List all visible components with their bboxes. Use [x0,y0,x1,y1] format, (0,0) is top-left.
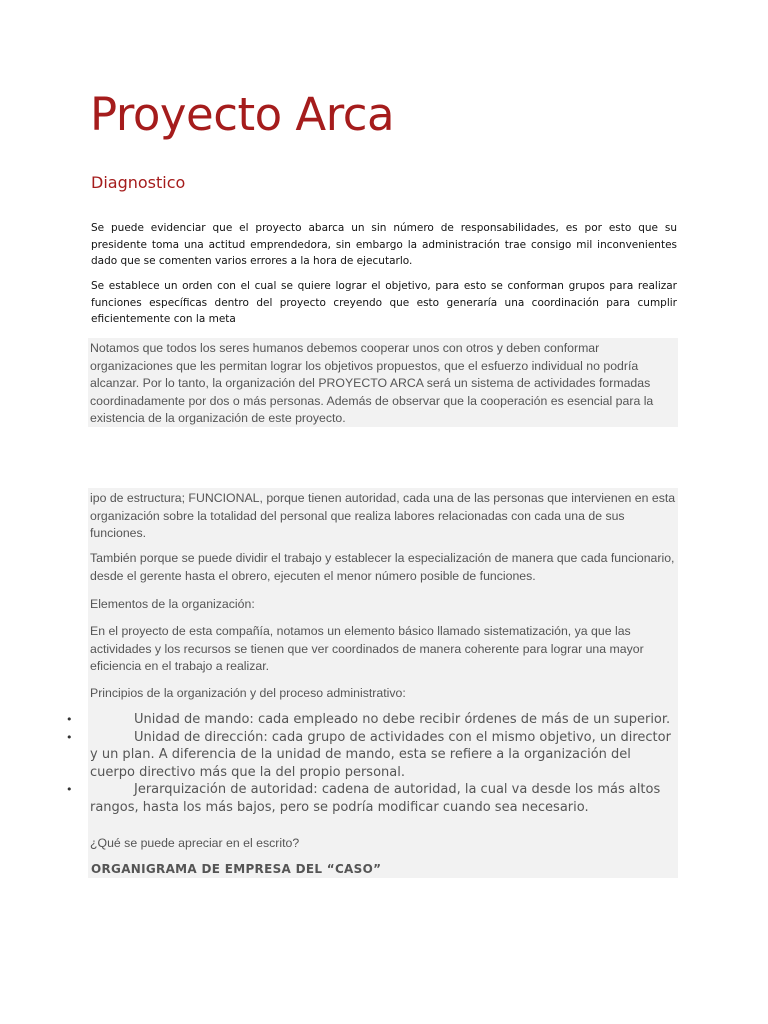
quote-text-cooperacion: Notamos que todos los seres humanos debemos cooperar unos con otros y deben conformar organizaciones que les permitan lograr los objetivos propuestos, que el esfuerzo individual no podría alcanzar. Por lo tanto, la organización del PROYECTO ARCA será un sistema de actividades formadas coordinadamente por dos o más personas. Además de observar que la cooperación es esencial para la existencia de la organización de este proyecto. [90,341,654,425]
list-item-text: Unidad de dirección: cada grupo de actividades con el mismo objetivo, un director y un plan. A diferencia de la unidad de mando, esta se refiere a la organización del cuerpo directivo más que la del propio personal. [90,729,671,780]
quote-block-estructura [88,488,678,878]
paragraph-division-trabajo: También porque se puede dividir el trabajo y establecer la especialización de manera que cada funcionario, desde el gerente hasta el obrero, ejecuten el menor número posible de funciones. [90,551,675,583]
section-heading-diagnostico: Diagnostico [91,173,186,192]
paragraph-orden: Se establece un orden con el cual se quiere lograr el objetivo, para esto se conforman grupos para realizar funciones específicas dentro del proyecto creyendo que esto generaría una coordinación para cumplir eficientemente con la meta [91,280,677,325]
bullet-icon: • [66,713,73,726]
paragraph-tipo-estructura: ipo de estructura; FUNCIONAL, porque tienen autoridad, cada una de las personas que intervienen en esta organización sobre la totalidad del personal que realiza labores relacionadas con cada una de sus funciones. [90,491,676,540]
document-title: Proyecto Arca [90,88,395,141]
principles-list [66,711,678,816]
list-item [66,711,678,729]
organigrama-heading: ORGANIGRAMA DE EMPRESA DEL “CASO” [91,862,382,876]
list-item [66,781,678,816]
paragraph-principios-label: Principios de la organización y del proceso administrativo: [90,686,406,700]
list-item [66,729,678,782]
list-item-text: Unidad de mando: cada empleado no debe recibir órdenes de más de un superior. [134,712,671,727]
bullet-icon: • [66,783,73,796]
paragraph-sistematizacion: En el proyecto de esta compañía, notamos un elemento básico llamado sistematización, ya que las actividades y los recursos se tienen que ver coordinados de manera coherente para lograr una mayor eficiencia en el trabajo a realizar. [90,624,644,673]
list-item-text: Jerarquización de autoridad: cadena de autoridad, la cual va desde los más altos rangos, hasta los más bajos, pero se podría modificar cuando sea necesario. [90,782,661,815]
paragraph-elementos-label: Elementos de la organización: [90,597,255,611]
bullet-icon: • [66,730,73,744]
question-text: ¿Qué se puede apreciar en el escrito? [90,836,300,850]
paragraph-responsabilidades: Se puede evidenciar que el proyecto abarca un sin número de responsabilidades, es por esto que su presidente toma una actitud emprendedora, sin embargo la administración trae consigo mil inconvenientes dado que se comenten varios errores a la hora de ejecutarlo. [91,222,677,267]
